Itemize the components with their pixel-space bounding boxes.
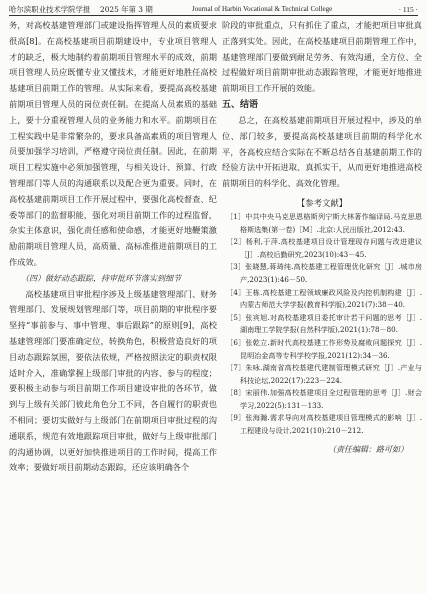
right-column [222, 18, 422, 457]
body-paragraph: 务，对高校基建管理部门或建设指挥管理人员的素质要求很高[8]。在高校基建项目前期建设中，专业项目管理人才的缺乏，极大地制约着前期项目管理水平的成效，前期项目管理人员应既懂专业又懂技术，才能更好地胜任高校基建项目前期工作的管理。从实际来看，要提高高校基建前期项目管理人员的岗位责任制。在提高人员素质的基础上，要十分重视管理人员的业务能力和水平。前期项目在工程实践中是非常繁杂的，要求具备高素质的项目管理人员要加强学习培训，严格遵守岗位责任制。因此，在前期项目工程实施中必须加强管理，与相关设计、预算、行政管理部门等人员的沟通联系以及配合更为重要。同时，在高校基建前期项目工作开展过程中，要强化高校督查、纪委等部门的监督职能，强化对项目前期工作的过程监督，杂实主体意识，强化责任感和使命感，才能更好地鞭策激励前期项目管理人员，高质量、高标准推进前期项目的工作成效。 [9, 20, 217, 267]
subsection-heading: （四）做好动态跟踪，持审批环节落实到细节 [21, 273, 181, 283]
reference-item: ［5］张宾旭.对高校基建项目委托审计若干问题的思考［J］.湖南理工学院学报(自然科学版),2021(1):78－80. [226, 312, 422, 335]
reference-item: ［3］张晓慧,蒋琦纯.高校基建工程管理优化研究［J］.城市房产,2023(1):46－50. [226, 262, 422, 284]
section-heading: 五、结语 [222, 99, 259, 110]
page-number: · 115 · [398, 4, 418, 14]
references [222, 195, 422, 438]
body-paragraph: 总之，在高校基建前期项目开展过程中，涉及的单位、部门较多，要提高高校基建项目前期的科学化水平，各高校应结合实际在不断总结各自基建前期工作的经验方法中开拓进取、真抓实干，从而更好地推进高校前期项目的科学化、高效化管理。 [222, 114, 422, 189]
reference-item: ［8］宋丽伟.加强高校基建项目全过程管理的思考［J］.财会学习,2022(5):131－133. [226, 388, 422, 410]
reference-item: ［4］王栋.高校基建工程领域廉政风险及内控机制构建［J］.内蒙古师范大学学报(教育科学版),2021(7):38－40. [226, 287, 422, 310]
responsible-editor: （责任编辑：路可如） [328, 444, 408, 454]
reference-item: ［1］中共中央马克思恩格斯列宁斯大林著作编译局.马克思恩格斯选集(第一卷)［M］.北京:人民出版社,2012:43. [226, 211, 422, 234]
body-paragraph: 高校基建项目审批程序涉及上级基建管理部门、财务管理部门、发展规划管理部门等，项目前期的审批程序要坚持“事前参与、事中管理、事后跟踪”的原则[9]，高校基建管理部门要准确定位，转换角色，积极营造良好的项目动态跟踪氛围，要依法依规，严格按照法定的职责权限适时介入，准确掌握上级部门审批的内容、参与的程度；要积极主动参与项目前期工作项目建设审批的各环节，做到与上级有关部门彼此角色分工不同，各自履行的职责也不相同；要切实做好与上级部门在前期项目审批过程的沟通联系，规范有效地跟踪项目审批，做好与上级审批部门的沟通协调，以更好加快推进项目的工作时间，提高工作效率；要做好项目前期动态跟踪，还应该明确各个 [9, 288, 217, 473]
running-header [9, 3, 418, 16]
journal-title-cn: 哈尔滨职业技术学院学报 [9, 4, 91, 14]
references-title: 【参考文献】 [296, 197, 348, 208]
left-column [9, 18, 217, 476]
reference-item: ［6］张乾立.新时代高校基建工作形势及腐败问题探究［J］.昆明冶金高等专科学校学报,2021(12):34－36. [226, 337, 422, 360]
journal-title-en: Journal of Harbin Vocational & Technical College [192, 5, 333, 13]
reference-item: ［9］张海瀚.需求导向对高校基建项目管理模式的影响［J］.工程建设与设计,2021(10):210－212. [226, 413, 422, 436]
issue-number: 2025 年第 3 期 [100, 4, 153, 14]
body-paragraph: 阶段的审批重点，只有抓住了重点，才能把项目审批真正落到实处。因此，在高校基建项目前期管理工作中，基建管理部门要做到耐足劳务、有效沟通，全方位、全过程做好项目前期审批动态跟踪管理，才能更好地推进前期项目工作开展的效能。 [222, 20, 422, 94]
reference-item: ［7］朱咏.湖南省高校基建代建制管理模式研究［J］.产业与科技论坛,2022(17):223－224. [226, 363, 422, 385]
reference-item: ［2］杨利,于萍.高校基建项目设计管理现存问题与改进建议［J］.高校后勤研究,2023(10):43－45. [226, 237, 422, 259]
